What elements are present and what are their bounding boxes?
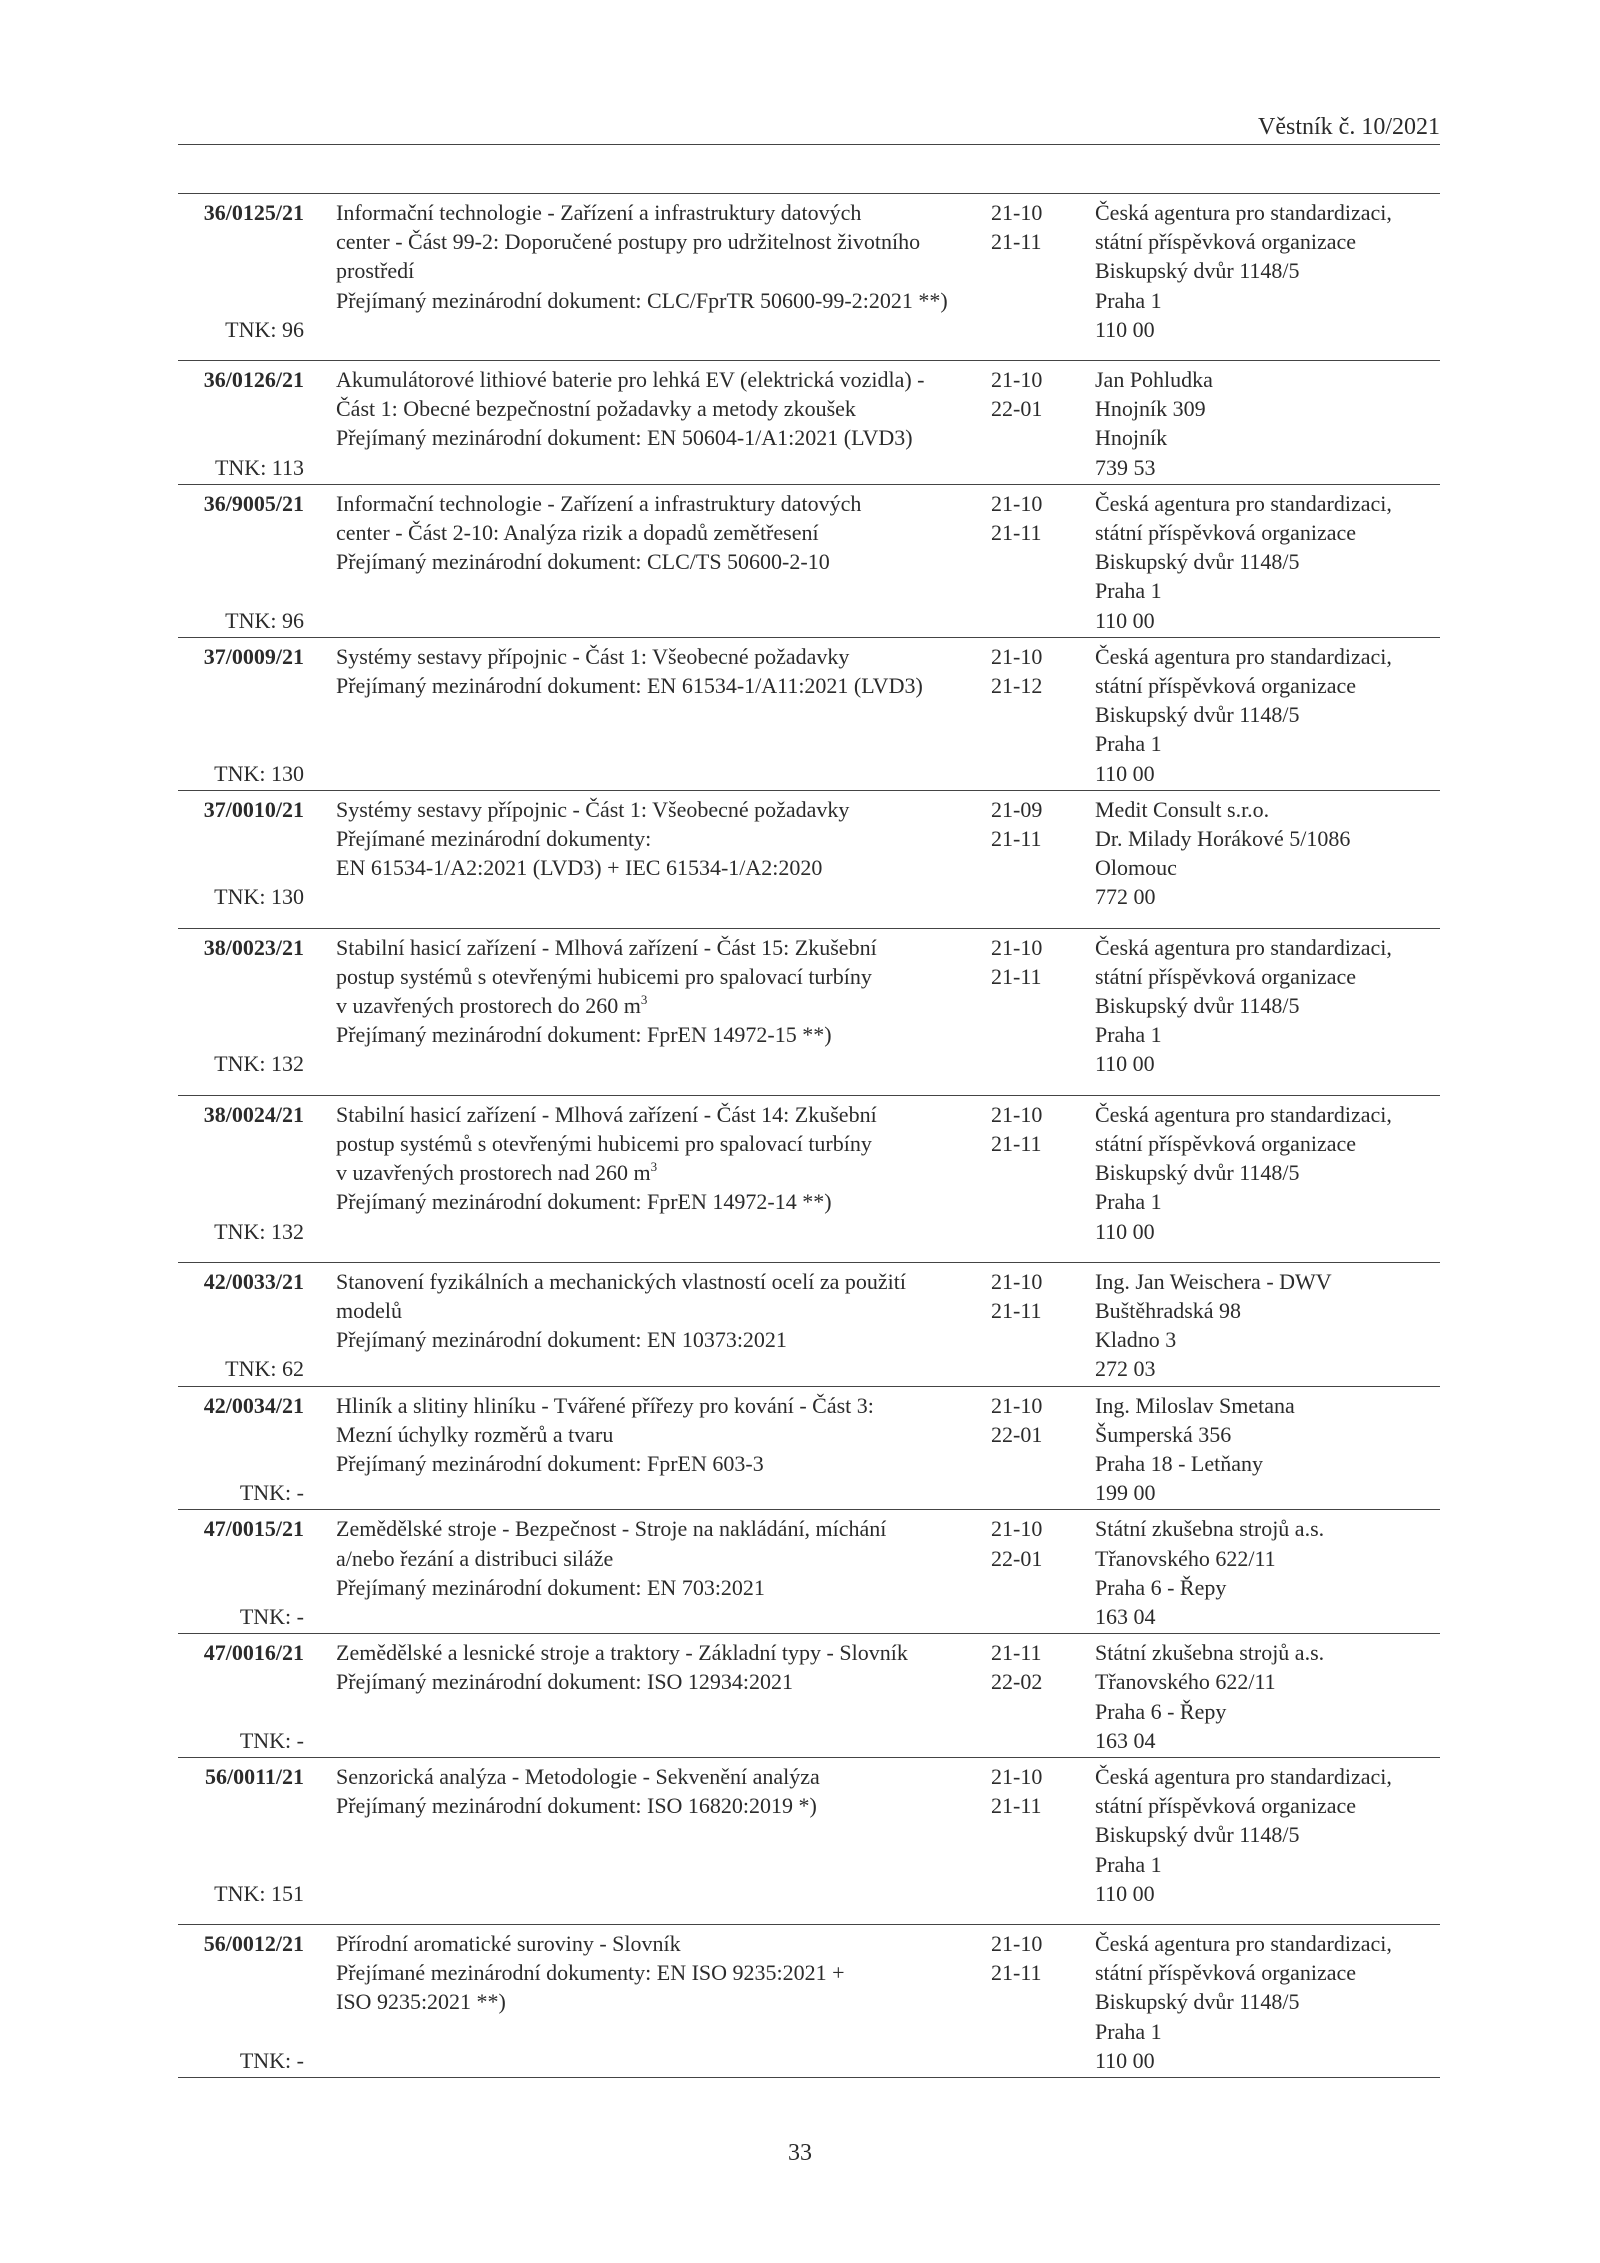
table-row [178,1925,1440,2078]
description-line [336,1573,991,1602]
entry-id-cell [178,933,304,1079]
superscript: 3 [650,1159,658,1175]
processor-address-cell [1095,1929,1440,2075]
entry-number: 56/0012/21 [203,1930,304,1956]
description-cell [336,489,991,635]
description-line [336,286,991,315]
tnk-label: TNK: 113 [214,454,304,480]
address-line: 110 00 [1095,1218,1155,1244]
description-line [336,1762,991,1791]
description-text: Část 1: Obecné bezpečnostní požadavky a metody zkoušek [336,396,856,422]
description-text: center - Část 99-2: Doporučené postupy pro udržitelnost životního [336,229,921,255]
address-line: Ing. Jan Weischera - DWV [1095,1268,1332,1294]
description-line [336,1929,991,1958]
tnk-label: TNK: 130 [214,760,304,786]
description-cell [336,365,991,482]
address-line: 110 00 [1095,316,1155,342]
address-line: Jan Pohludka [1095,367,1213,393]
address-line: Biskupský dvůr 1148/5 [1095,258,1300,284]
description-text: Přejímaný mezinárodní dokument: FprEN 14972-15 **) [336,1022,832,1048]
description-line [336,1325,991,1354]
date-value: 21-11 [991,520,1042,546]
entry-id-cell [178,1929,304,2075]
dates-cell [991,1267,1095,1384]
description-text: center - Část 2-10: Analýza rizik a dopadů zemětřesení [336,520,819,546]
description-text: Akumulátorové lithiové baterie pro lehká EV (elektrická vozidla) - [336,367,925,393]
tnk-label: TNK: - [239,2047,304,2073]
description-line [336,423,991,452]
date-value: 21-10 [991,367,1043,393]
date-value: 21-10 [991,1930,1043,1956]
dates-cell [991,1929,1095,2075]
standards-table [178,193,1440,2078]
entry-id-cell [178,642,304,788]
description-line [336,1987,991,2016]
entry-id-cell [178,1762,304,1908]
description-cell [336,933,991,1079]
address-line: 163 04 [1095,1603,1156,1629]
description-text: postup systémů s otevřenými hubicemi pro spalovací turbíny [336,963,872,989]
address-line: 110 00 [1095,1051,1155,1077]
address-line: Praha 1 [1095,1851,1162,1877]
date-value: 21-11 [991,826,1042,852]
dates-cell [991,489,1095,635]
entry-number: 56/0011/21 [204,1763,304,1789]
date-value: 21-10 [991,1392,1043,1418]
entry-id-cell [178,365,304,482]
description-cell [336,1100,991,1246]
date-value: 21-10 [991,490,1043,516]
description-line [336,795,991,824]
date-value: 21-11 [991,1793,1042,1819]
address-line: Třanovského 622/11 [1095,1669,1276,1695]
address-line: státní příspěvková organizace [1095,963,1357,989]
address-line: 110 00 [1095,1880,1155,1906]
address-line: Olomouc [1095,855,1177,881]
description-text: Senzorická analýza - Metodologie - Sekvenění analýza [336,1763,820,1789]
entry-id-cell [178,1514,304,1631]
description-text: Stabilní hasicí zařízení - Mlhová zařízení - Část 15: Zkušební [336,934,877,960]
page-number: 33 [788,2140,812,2166]
date-value: 21-10 [991,1516,1043,1542]
entry-id-cell [178,1267,304,1384]
description-line [336,1129,991,1158]
entry-id-cell [178,795,304,912]
date-value: 21-10 [991,643,1043,669]
address-line: státní příspěvková organizace [1095,1793,1357,1819]
description-line [336,1420,991,1449]
address-line: Hnojník 309 [1095,396,1206,422]
description-cell [336,1929,991,2075]
date-value: 22-01 [991,1545,1043,1571]
address-line: Česká agentura pro standardizaci, [1095,934,1392,960]
address-line: Státní zkušebna strojů a.s. [1095,1516,1325,1542]
address-line: Praha 6 - Řepy [1095,1574,1227,1600]
entry-number: 47/0015/21 [203,1516,304,1542]
description-text: Stanovení fyzikálních a mechanických vlastností ocelí za použití [336,1268,906,1294]
tnk-label: TNK: - [239,1727,304,1753]
description-line [336,962,991,991]
description-text: prostředí [336,258,415,284]
table-row [178,194,1440,361]
description-line [336,394,991,423]
description-line [336,1187,991,1216]
description-text: Systémy sestavy přípojnic - Část 1: Všeobecné požadavky [336,796,850,822]
address-line: Česká agentura pro standardizaci, [1095,643,1392,669]
dates-cell [991,1762,1095,1908]
description-text: Přejímaný mezinárodní dokument: FprEN 603-3 [336,1450,764,1476]
processor-address-cell [1095,198,1440,344]
entry-number: 42/0033/21 [203,1268,304,1294]
description-cell [336,795,991,912]
description-line [336,1667,991,1696]
address-line: Medit Consult s.r.o. [1095,796,1270,822]
date-value: 21-10 [991,1268,1043,1294]
description-line [336,1391,991,1420]
description-text: v uzavřených prostorech do 260 m [336,993,641,1019]
entry-number: 36/0126/21 [203,367,304,393]
tnk-label: TNK: 62 [225,1356,304,1382]
description-text: Informační technologie - Zařízení a infrastruktury datových [336,490,862,516]
date-value: 21-12 [991,673,1043,699]
description-text: postup systémů s otevřenými hubicemi pro spalovací turbíny [336,1130,872,1156]
description-cell [336,1391,991,1508]
tnk-label: TNK: 132 [214,1218,304,1244]
description-text: Přejímané mezinárodní dokumenty: EN ISO 9235:2021 + [336,1960,845,1986]
address-line: Česká agentura pro standardizaci, [1095,490,1392,516]
date-value: 21-11 [991,963,1042,989]
table-row [178,1758,1440,1925]
description-text: ISO 9235:2021 **) [336,1989,506,2015]
description-line [336,198,991,227]
tnk-label: TNK: - [239,1480,304,1506]
description-text: Informační technologie - Zařízení a infrastruktury datových [336,200,862,225]
description-cell [336,642,991,788]
address-line: Praha 1 [1095,2018,1162,2044]
address-line: Praha 18 - Letňany [1095,1450,1263,1476]
dates-cell [991,198,1095,344]
address-line: Biskupský dvůr 1148/5 [1095,549,1300,575]
date-value: 21-11 [991,229,1042,255]
description-cell [336,1638,991,1755]
description-text: Přejímaný mezinárodní dokument: ISO 16820:2019 *) [336,1793,817,1819]
date-value: 21-10 [991,934,1043,960]
description-line [336,365,991,394]
processor-address-cell [1095,1391,1440,1508]
address-line: Česká agentura pro standardizaci, [1095,1101,1392,1127]
dates-cell [991,642,1095,788]
address-line: Praha 1 [1095,731,1162,757]
processor-address-cell [1095,1514,1440,1631]
address-line: Praha 1 [1095,1189,1162,1215]
date-value: 22-01 [991,396,1043,422]
address-line: Praha 1 [1095,578,1162,604]
address-line: Dr. Milady Horákové 5/1086 [1095,826,1351,852]
description-line [336,1514,991,1543]
tnk-label: TNK: 130 [214,884,304,910]
description-line [336,824,991,853]
address-line: státní příspěvková organizace [1095,520,1357,546]
description-text: Hliník a slitiny hliníku - Tvářené přířezy pro kování - Část 3: [336,1392,874,1418]
entry-number: 37/0010/21 [203,796,304,822]
address-line: Česká agentura pro standardizaci, [1095,1763,1392,1789]
processor-address-cell [1095,489,1440,635]
date-value: 22-01 [991,1421,1043,1447]
description-text: Přejímaný mezinárodní dokument: EN 10373:2021 [336,1327,787,1353]
table-row [178,361,1440,485]
description-cell [336,1762,991,1908]
description-line [336,489,991,518]
address-line: Biskupský dvůr 1148/5 [1095,1160,1300,1186]
address-line: Třanovského 622/11 [1095,1545,1276,1571]
address-line: Kladno 3 [1095,1327,1177,1353]
description-text: Stabilní hasicí zařízení - Mlhová zařízení - Část 14: Zkušební [336,1101,877,1127]
description-line [336,1791,991,1820]
address-line: 110 00 [1095,607,1155,633]
description-line [336,1449,991,1478]
address-line: Praha 1 [1095,1022,1162,1048]
description-text: a/nebo řezání a distribuci siláže [336,1545,614,1571]
description-text: modelů [336,1297,402,1323]
entry-id-cell [178,1638,304,1755]
date-value: 21-11 [991,1960,1042,1986]
superscript: 3 [640,992,648,1008]
address-line: Buštěhradská 98 [1095,1297,1242,1323]
date-value: 21-10 [991,200,1043,225]
processor-address-cell [1095,1267,1440,1384]
address-line: Biskupský dvůr 1148/5 [1095,1822,1300,1848]
date-value: 21-09 [991,796,1043,822]
address-line: Biskupský dvůr 1148/5 [1095,702,1300,728]
table-row [178,1510,1440,1634]
processor-address-cell [1095,365,1440,482]
description-line [336,547,991,576]
description-cell [336,198,991,344]
entry-id-cell [178,198,304,344]
address-line: Ing. Miloslav Smetana [1095,1392,1295,1418]
address-line: 199 00 [1095,1480,1156,1506]
address-line: 163 04 [1095,1727,1156,1753]
dates-cell [991,1638,1095,1755]
address-line: Šumperská 356 [1095,1421,1232,1447]
tnk-label: TNK: 96 [225,316,304,342]
description-line [336,1267,991,1296]
tnk-label: TNK: 96 [225,607,304,633]
address-line: státní příspěvková organizace [1095,229,1357,255]
address-line: státní příspěvková organizace [1095,673,1357,699]
description-line [336,1638,991,1667]
address-line: Česká agentura pro standardizaci, [1095,200,1392,225]
description-text: Přejímaný mezinárodní dokument: EN 703:2021 [336,1574,765,1600]
address-line: státní příspěvková organizace [1095,1960,1357,1986]
description-text: Zemědělské stroje - Bezpečnost - Stroje na nakládání, míchání [336,1516,887,1542]
table-row [178,638,1440,791]
description-text: EN 61534-1/A2:2021 (LVD3) + IEC 61534-1/A2:2020 [336,855,823,881]
description-line [336,1296,991,1325]
description-line [336,1544,991,1573]
description-text: Přejímaný mezinárodní dokument: EN 50604-1/A1:2021 (LVD3) [336,425,913,451]
table-row [178,1096,1440,1263]
date-value: 21-10 [991,1763,1043,1789]
description-line [336,227,991,256]
entry-number: 38/0023/21 [203,934,304,960]
dates-cell [991,365,1095,482]
table-row [178,929,1440,1096]
address-line: Biskupský dvůr 1148/5 [1095,993,1300,1019]
description-line [336,1958,991,1987]
date-value: 21-11 [991,1297,1042,1323]
description-text: Přejímaný mezinárodní dokument: CLC/TS 50600-2-10 [336,549,830,575]
page-header: Věstník č. 10/2021 [178,112,1440,145]
address-line: 739 53 [1095,454,1156,480]
description-text: Mezní úchylky rozměrů a tvaru [336,1421,614,1447]
description-line [336,991,991,1020]
entry-number: 38/0024/21 [203,1101,304,1127]
date-value: 21-11 [991,1640,1042,1666]
entry-number: 47/0016/21 [203,1640,304,1666]
address-line: Státní zkušebna strojů a.s. [1095,1640,1325,1666]
address-line: 110 00 [1095,760,1155,786]
dates-cell [991,1100,1095,1246]
description-text: Přejímaný mezinárodní dokument: CLC/FprTR 50600-99-2:2021 **) [336,287,948,313]
entry-id-cell [178,1391,304,1508]
entry-number: 42/0034/21 [203,1392,304,1418]
processor-address-cell [1095,1762,1440,1908]
entry-number: 37/0009/21 [203,643,304,669]
description-line [336,642,991,671]
address-line: Biskupský dvůr 1148/5 [1095,1989,1300,2015]
address-line: 772 00 [1095,884,1156,910]
address-line: státní příspěvková organizace [1095,1130,1357,1156]
description-text: Přejímané mezinárodní dokumenty: [336,826,652,852]
dates-cell [991,795,1095,912]
dates-cell [991,933,1095,1079]
processor-address-cell [1095,1100,1440,1246]
address-line: Praha 1 [1095,287,1162,313]
description-cell [336,1267,991,1384]
description-line [336,1100,991,1129]
description-text: Přejímaný mezinárodní dokument: ISO 12934:2021 [336,1669,794,1695]
table-row [178,485,1440,638]
date-value: 21-11 [991,1130,1042,1156]
table-row [178,791,1440,929]
table-row [178,1387,1440,1511]
entry-number: 36/0125/21 [203,200,304,225]
description-line [336,933,991,962]
description-line [336,1020,991,1049]
table-row [178,1263,1440,1387]
description-text: Přejímaný mezinárodní dokument: EN 61534-1/A11:2021 (LVD3) [336,673,923,699]
description-line [336,518,991,547]
description-line [336,853,991,882]
description-text: Přejímaný mezinárodní dokument: FprEN 14972-14 **) [336,1189,832,1215]
description-text: v uzavřených prostorech nad 260 m [336,1160,651,1186]
address-line: 272 03 [1095,1356,1156,1382]
dates-cell [991,1514,1095,1631]
tnk-label: TNK: - [239,1603,304,1629]
date-value: 21-10 [991,1101,1043,1127]
address-line: Hnojník [1095,425,1168,451]
tnk-label: TNK: 132 [214,1051,304,1077]
entry-id-cell [178,1100,304,1246]
tnk-label: TNK: 151 [214,1880,304,1906]
description-text: Přírodní aromatické suroviny - Slovník [336,1930,681,1956]
date-value: 22-02 [991,1669,1043,1695]
dates-cell [991,1391,1095,1508]
address-line: 110 00 [1095,2047,1155,2073]
entry-id-cell [178,489,304,635]
description-line [336,1158,991,1187]
address-line: Česká agentura pro standardizaci, [1095,1930,1392,1956]
description-line [336,256,991,285]
address-line: Praha 6 - Řepy [1095,1698,1227,1724]
description-text: Systémy sestavy přípojnic - Část 1: Všeobecné požadavky [336,643,850,669]
description-text: Zemědělské a lesnické stroje a traktory - Základní typy - Slovník [336,1640,908,1666]
processor-address-cell [1095,795,1440,912]
description-line [336,671,991,700]
processor-address-cell [1095,642,1440,788]
description-cell [336,1514,991,1631]
processor-address-cell [1095,1638,1440,1755]
table-row [178,1634,1440,1758]
entry-number: 36/9005/21 [203,490,304,516]
processor-address-cell [1095,933,1440,1079]
